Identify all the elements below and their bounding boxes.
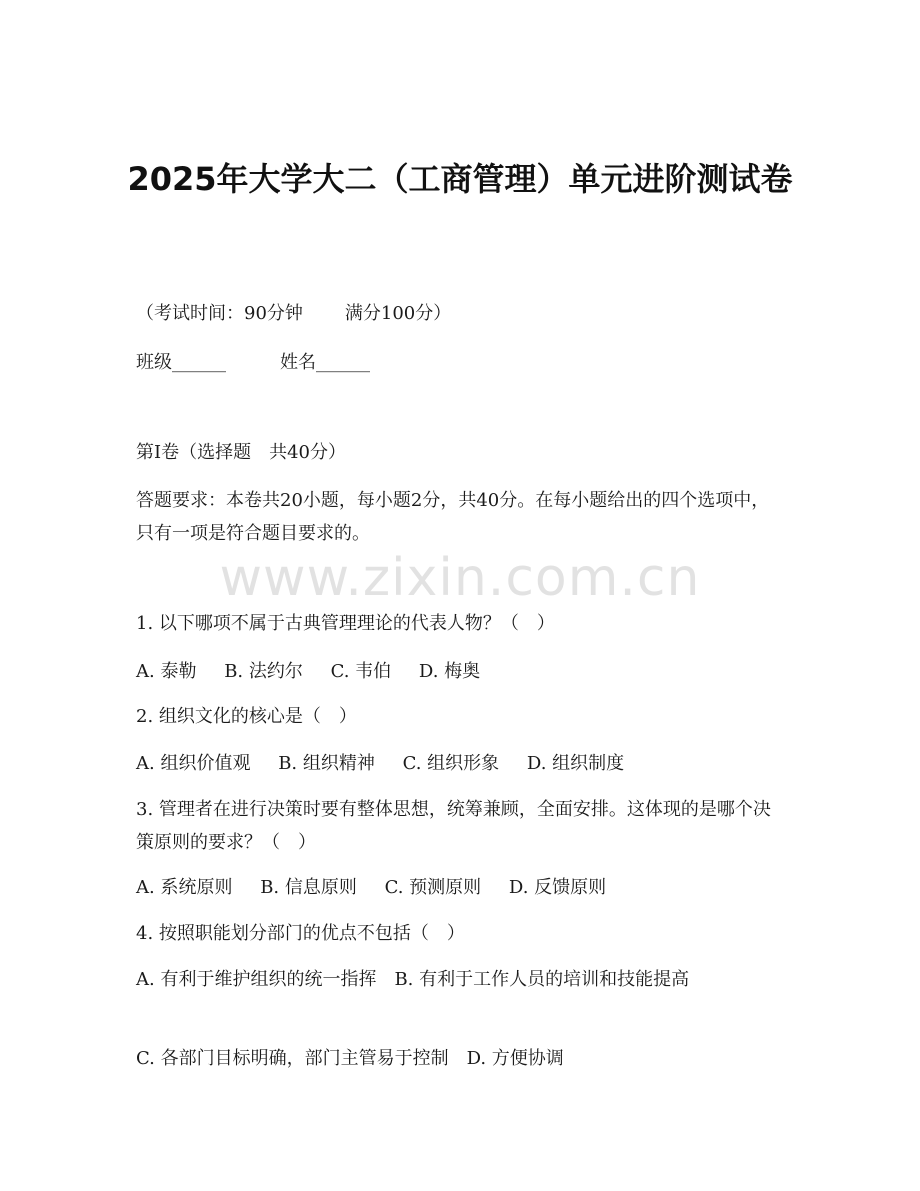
option-a: A. 系统原则 (136, 877, 233, 898)
option-a: A. 组织价值观 (136, 753, 251, 774)
option-d: D. 组织制度 (526, 753, 625, 774)
option-c: C. 预测原则 (384, 877, 482, 898)
section-instructions: 答题要求：本卷共20小题，每小题2分，共40分。在每小题给出的四个选项中，只有一项是符合题目要求的。 (136, 490, 770, 544)
question-options (136, 747, 786, 780)
option-c: C. 组织形象 (402, 753, 500, 774)
class-field: 班级______ (136, 352, 226, 373)
option-b: B. 法约尔 (224, 661, 303, 682)
section-heading: 第I卷（选择题 共40分） (136, 442, 347, 463)
question-options (136, 871, 786, 904)
question-stem: 3. 管理者在进行决策时要有整体思想，统筹兼顾，全面安排。这体现的是哪个决策原则的要求？（ ） (136, 799, 771, 853)
option-b: B. 组织精神 (278, 753, 375, 774)
name-field: 姓名______ (280, 352, 370, 373)
exam-info (136, 297, 786, 330)
option-b: B. 信息原则 (260, 877, 357, 898)
exam-title: 2025年大学大二（工商管理）单元进阶测试卷 (127, 160, 793, 198)
watermark: www.zixin.com.cn (219, 548, 701, 608)
question-options-line: C. 各部门目标明确，部门主管易于控制 D. 方便协调 (136, 1048, 564, 1069)
option-a: A. 泰勒 (136, 661, 197, 682)
exam-full-score: 满分100分） (344, 303, 452, 324)
option-c: C. 韦伯 (330, 661, 392, 682)
student-fields (136, 346, 786, 379)
option-d: D. 反馈原则 (508, 877, 607, 898)
exam-time: （考试时间：90分钟 (136, 303, 303, 324)
question-stem: 2. 组织文化的核心是（ ） (136, 706, 357, 727)
question-options (136, 655, 786, 688)
question-options-line: A. 有利于维护组织的统一指挥 B. 有利于工作人员的培训和技能提高 (136, 969, 690, 990)
question-stem: 4. 按照职能划分部门的优点不包括（ ） (136, 923, 465, 944)
question-stem: 1. 以下哪项不属于古典管理理论的代表人物？（ ） (136, 613, 555, 634)
option-d: D. 梅奥 (418, 661, 481, 682)
